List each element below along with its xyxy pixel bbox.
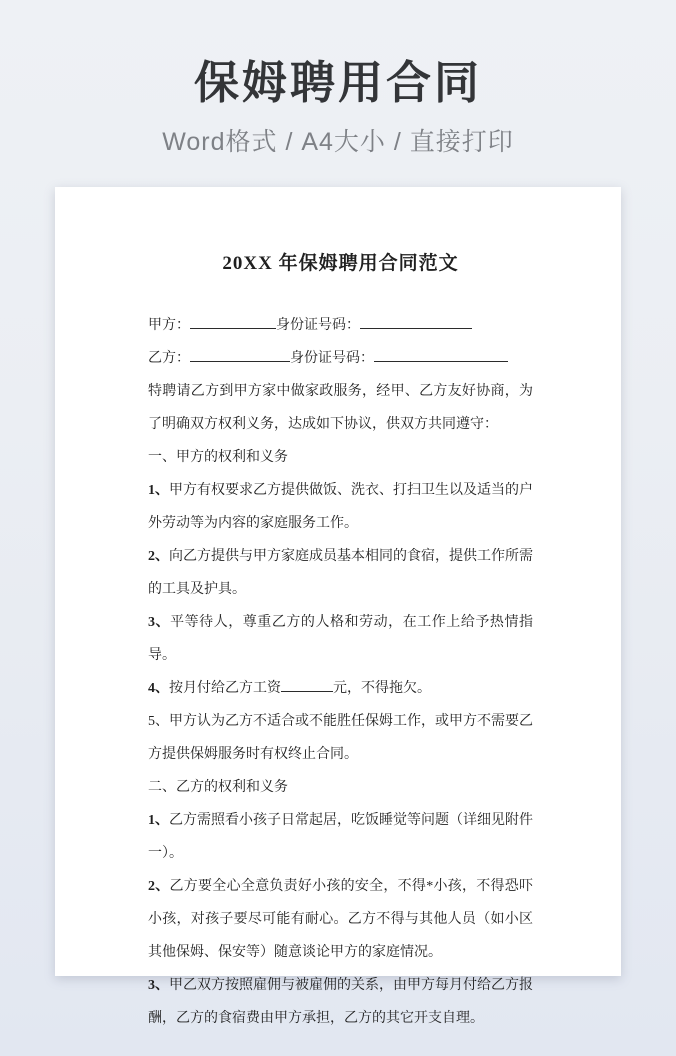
fill-in-blank: [360, 315, 472, 329]
intro-paragraph: 特聘请乙方到甲方家中做家政服务，经甲、乙方友好协商，为了明确双方权利义务，达成如下协议，供双方共同遵守：: [148, 384, 533, 432]
clause-paragraph: [148, 969, 533, 1035]
clause-paragraph: [148, 804, 533, 870]
party-line: [148, 342, 533, 375]
id-number-label: 身份证号码：: [290, 351, 374, 366]
clause-paragraph: [148, 540, 533, 606]
clause-paragraph: [148, 606, 533, 672]
fill-in-blank: [190, 315, 276, 329]
clause-number: 4、: [148, 681, 169, 696]
fill-in-blank: [190, 348, 290, 362]
clause-paragraph: [148, 870, 533, 969]
clause-number: 3、: [148, 615, 171, 630]
fill-in-blank: [374, 348, 508, 362]
clause-text: 甲方有权要求乙方提供做饭、洗衣、打扫卫生以及适当的户外劳动等为内容的家庭服务工作。: [148, 483, 533, 531]
clause-text: 平等待人，尊重乙方的人格和劳动，在工作上给予热情指导。: [148, 615, 533, 663]
clause-text: 向乙方提供与甲方家庭成员基本相同的食宿，提供工作所需的工具及护具。: [148, 549, 533, 597]
clause-text: 按月付给乙方工资: [169, 681, 281, 696]
document-body: [148, 309, 533, 1035]
clause-number: 1、: [148, 483, 169, 498]
clause-text: 甲方认为乙方不适合或不能胜任保姆工作，或甲方不需要乙方提供保姆服务时有权终止合同。: [148, 714, 533, 762]
party-label: 乙方：: [148, 351, 190, 366]
clause-text: 元，不得拖欠。: [333, 681, 431, 696]
party-label: 甲方：: [148, 318, 190, 333]
page-subtitle: Word格式 / A4大小 / 直接打印: [162, 128, 514, 156]
party-line: [148, 309, 533, 342]
fill-in-blank: [281, 678, 333, 692]
clause-text: 乙方需照看小孩子日常起居，吃饭睡觉等问题（详细见附件一）。: [148, 813, 533, 861]
hero-header: [0, 0, 676, 158]
id-number-label: 身份证号码：: [276, 318, 360, 333]
clause-paragraph: [148, 705, 533, 771]
document-page: [55, 187, 621, 1026]
clause-number: 2、: [148, 549, 169, 564]
clause-number: 3、: [148, 978, 169, 993]
document: [148, 251, 533, 1035]
clause-paragraph: [148, 474, 533, 540]
document-title: 20XX 年保姆聘用合同范文: [222, 253, 459, 274]
clause-text: 乙方要全心全意负责好小孩的安全，不得*小孩，不得恐吓小孩，对孩子要尽可能有耐心。乙方不得与其他人员（如小区其他保姆、保安等）随意谈论甲方的家庭情况。: [148, 879, 534, 960]
clause-text: 甲乙双方按照雇佣与被雇佣的关系，由甲方每月付给乙方报酬，乙方的食宿费由甲方承担，乙方的其它开支自理。: [148, 978, 533, 1026]
clause-number: 1、: [148, 813, 169, 828]
clause-paragraph: [148, 672, 533, 705]
page-title: 保姆聘用合同: [193, 57, 482, 108]
clause-number: 5、: [148, 714, 169, 729]
clause-number: 2、: [148, 879, 170, 894]
section-heading: 一、甲方的权利和义务: [148, 450, 288, 465]
section-heading: 二、乙方的权利和义务: [148, 780, 288, 795]
